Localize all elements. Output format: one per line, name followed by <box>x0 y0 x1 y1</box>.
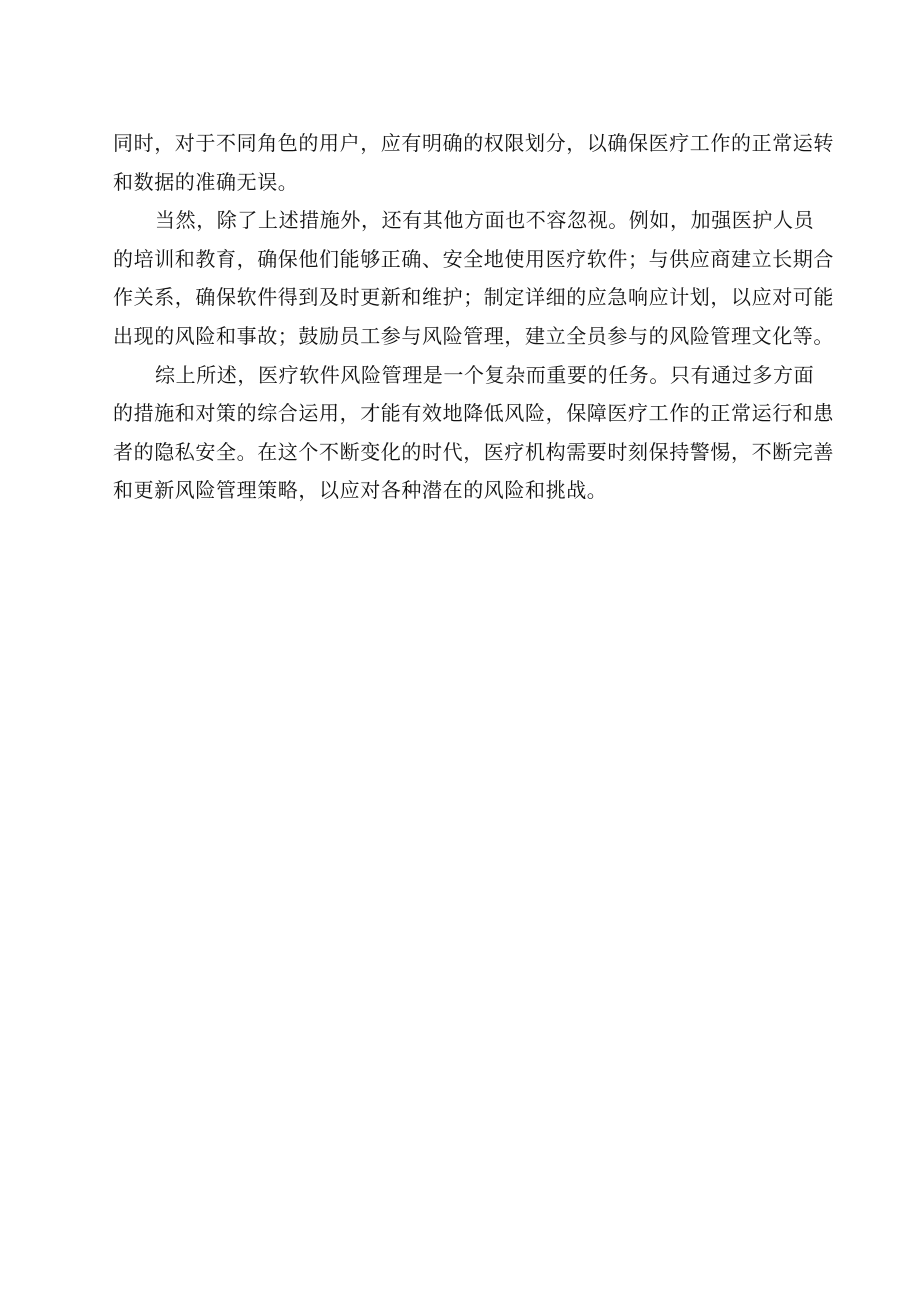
text-line: 作关系，确保软件得到及时更新和维护；制定详细的应急响应计划，以应对可能 <box>113 285 834 310</box>
text-line: 的培训和教育，确保他们能够正确、安全地使用医疗软件；与供应商建立长期合 <box>113 246 834 271</box>
text-line: 和更新风险管理策略，以应对各种潜在的风险和挑战。 <box>113 478 608 503</box>
paragraph-2 <box>113 201 834 355</box>
text-line: 同时，对于不同角色的用户，应有明确的权限划分，以确保医疗工作的正常运转 <box>113 131 834 155</box>
paragraph-3 <box>113 356 834 510</box>
text-line: 的措施和对策的综合运用，才能有效地降低风险，保障医疗工作的正常运行和患 <box>113 401 834 426</box>
text-line: 和数据的准确无误。 <box>113 169 299 194</box>
paragraph-1 <box>113 124 834 201</box>
text-line-first: 综上所述，医疗软件风险管理是一个复杂而重要的任务。只有通过多方面 <box>155 362 815 387</box>
text-line-first: 当然，除了上述措施外，还有其他方面也不容忽视。例如，加强医护人员 <box>155 208 815 233</box>
document-body <box>113 124 834 510</box>
text-line: 者的隐私安全。在这个不断变化的时代，医疗机构需要时刻保持警惕，不断完善 <box>113 439 834 464</box>
text-line: 出现的风险和事故；鼓励员工参与风险管理，建立全员参与的风险管理文化等。 <box>113 323 834 348</box>
